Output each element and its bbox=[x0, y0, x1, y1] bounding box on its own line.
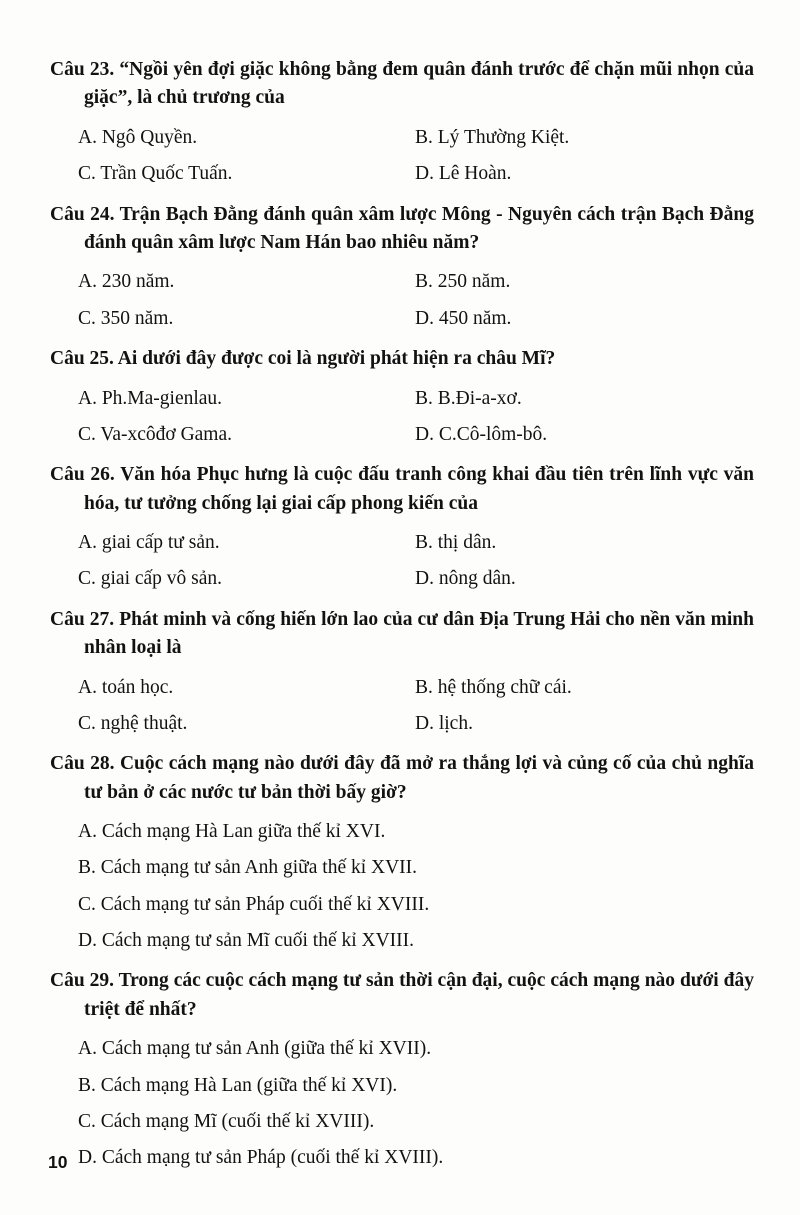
question-body: Ai dưới đây được coi là người phát hiện ra châu Mĩ? bbox=[117, 348, 556, 370]
option-b: B. thị dân. bbox=[415, 532, 497, 554]
question-29 bbox=[50, 967, 754, 1171]
question-body: Cuộc cách mạng nào dưới đây đã mở ra thắng lợi và củng cố của chủ nghĩa tư bản ở các nước tư bản thời bấy giờ? bbox=[84, 753, 755, 803]
question-body: “Ngồi yên đợi giặc không bằng đem quân đánh trước để chặn mũi nhọn của giặc”, là chủ trương của bbox=[84, 59, 754, 109]
question-label: Câu 23. bbox=[50, 59, 115, 80]
question-label: Câu 27. bbox=[50, 608, 115, 630]
options-list bbox=[50, 268, 754, 332]
option-d: D. Cách mạng tư sản Pháp (cuối thế kỉ XVIII). bbox=[78, 1147, 444, 1169]
options-list bbox=[50, 385, 754, 449]
option-b: B. B.Đi-a-xơ. bbox=[415, 387, 522, 409]
option-d: D. Cách mạng tư sản Mĩ cuối thế kỉ XVIII. bbox=[78, 930, 415, 952]
option-b: B. Cách mạng tư sản Anh giữa thế kỉ XVII. bbox=[78, 857, 418, 879]
option-b: B. Cách mạng Hà Lan (giữa thế kỉ XVI). bbox=[78, 1074, 398, 1096]
option-a: A. 230 năm. bbox=[78, 271, 175, 293]
option-a: A. toán học. bbox=[78, 676, 174, 698]
option-d: D. Lê Hoàn. bbox=[415, 163, 512, 185]
question-24 bbox=[50, 201, 754, 333]
question-body: Phát minh và cống hiến lớn lao của cư dân Địa Trung Hải cho nền văn minh nhân loại là bbox=[84, 608, 754, 659]
options-list bbox=[50, 818, 754, 954]
option-c: C. Va-xcôđơ Gama. bbox=[78, 423, 233, 445]
question-text bbox=[50, 461, 754, 518]
question-26 bbox=[50, 461, 754, 593]
option-a: A. Cách mạng tư sản Anh (giữa thế kỉ XVII). bbox=[78, 1038, 432, 1060]
page-number: 10 bbox=[48, 1152, 68, 1172]
question-27 bbox=[50, 606, 754, 738]
option-d: D. C.Cô-lôm-bô. bbox=[415, 423, 548, 445]
question-label: Câu 25. bbox=[50, 348, 114, 370]
question-label: Câu 29. bbox=[50, 970, 114, 992]
question-body: Trận Bạch Đằng đánh quân xâm lược Mông - Nguyên cách trận Bạch Đằng đánh quân xâm lược Nam Hán bao nhiêu năm? bbox=[84, 203, 754, 253]
option-b: B. 250 năm. bbox=[415, 271, 511, 293]
question-label: Câu 26. bbox=[50, 464, 115, 486]
option-c: C. Cách mạng tư sản Pháp cuối thế kỉ XVIII. bbox=[78, 893, 430, 915]
option-d: D. lịch. bbox=[415, 712, 473, 734]
option-c: C. giai cấp vô sản. bbox=[78, 568, 223, 590]
question-text bbox=[50, 201, 754, 258]
option-d: D. 450 năm. bbox=[415, 307, 512, 329]
option-c: C. nghệ thuật. bbox=[78, 712, 188, 734]
question-text bbox=[50, 345, 754, 373]
option-b: B. Lý Thường Kiệt. bbox=[415, 126, 570, 148]
option-d: D. nông dân. bbox=[415, 568, 516, 590]
options-list bbox=[50, 529, 754, 593]
question-body: Văn hóa Phục hưng là cuộc đấu tranh công khai đầu tiên trên lĩnh vực văn hóa, tư tưởng chống lại giai cấp phong kiến của bbox=[84, 464, 755, 514]
question-body: Trong các cuộc cách mạng tư sản thời cận đại, cuộc cách mạng nào dưới đây triệt để nhất? bbox=[84, 970, 754, 1020]
option-a: A. Cách mạng Hà Lan giữa thế kỉ XVI. bbox=[78, 821, 386, 843]
option-a: A. Ngô Quyền. bbox=[78, 126, 198, 148]
page-footer bbox=[48, 1152, 67, 1173]
options-list bbox=[50, 674, 754, 738]
question-23 bbox=[50, 56, 754, 188]
question-label: Câu 24. bbox=[50, 203, 115, 225]
option-a: A. giai cấp tư sản. bbox=[78, 532, 220, 554]
option-b: B. hệ thống chữ cái. bbox=[415, 676, 572, 698]
question-text bbox=[50, 56, 754, 113]
question-label: Câu 28. bbox=[50, 753, 115, 775]
options-list bbox=[50, 124, 754, 188]
option-c: C. Trần Quốc Tuấn. bbox=[78, 163, 233, 185]
option-a: A. Ph.Ma-gienlau. bbox=[78, 387, 223, 409]
question-text bbox=[50, 606, 754, 663]
options-list bbox=[50, 1035, 754, 1171]
question-25 bbox=[50, 345, 754, 448]
question-text bbox=[50, 750, 754, 807]
option-c: C. Cách mạng Mĩ (cuối thế kỉ XVIII). bbox=[78, 1110, 375, 1132]
question-28 bbox=[50, 750, 754, 954]
question-text bbox=[50, 967, 754, 1024]
option-c: C. 350 năm. bbox=[78, 307, 174, 329]
